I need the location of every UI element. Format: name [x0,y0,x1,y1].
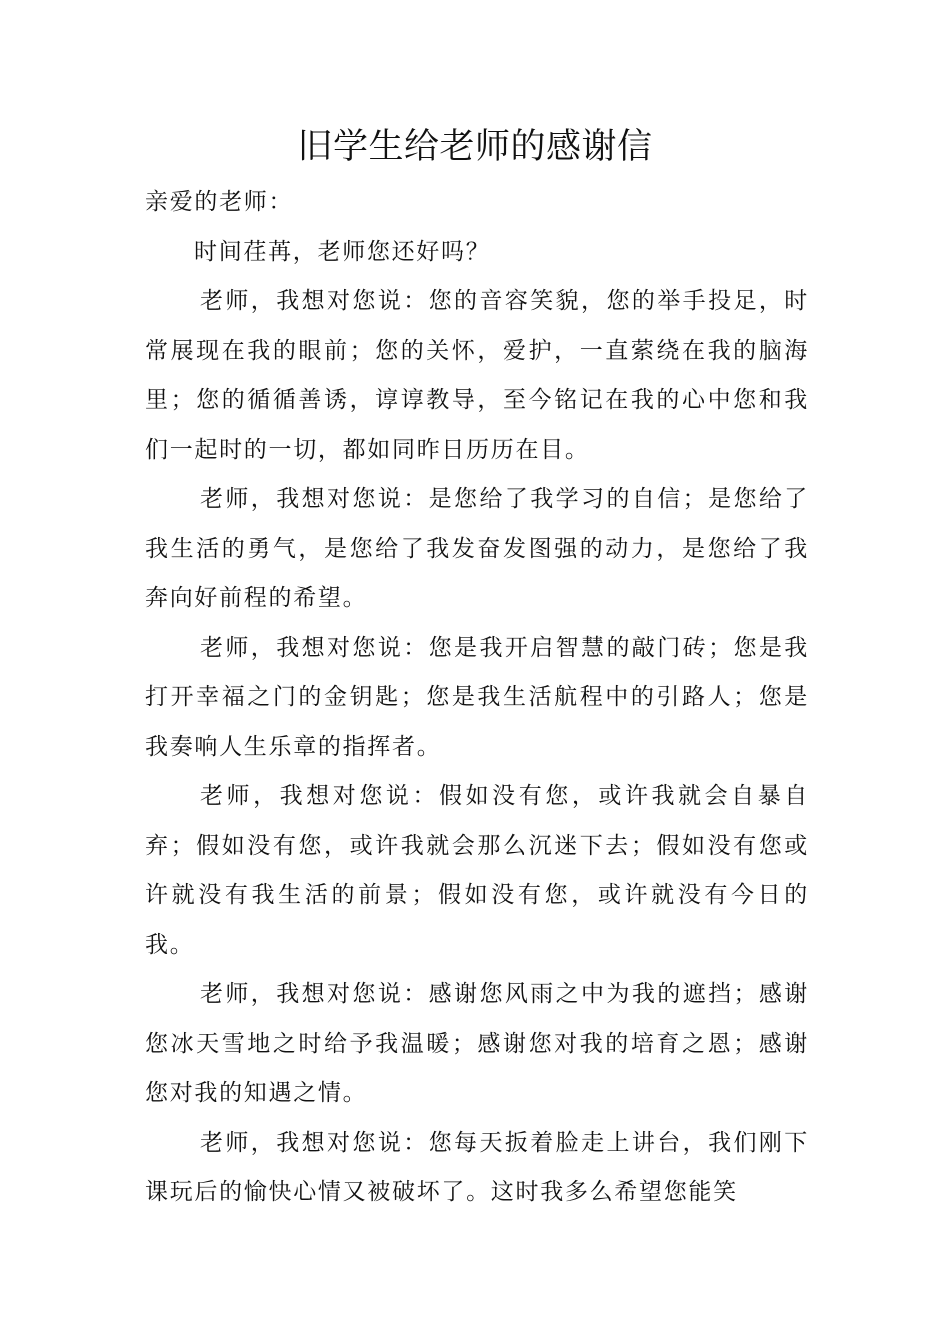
paragraph-1: 时间荏苒，老师您还好吗？ [194,238,491,265]
paragraph-6: 老师，我想对您说：感谢您风雨之中为我的遮挡；感谢您冰天雪地之时给予我温暖；感谢您对我的培育之恩；感谢您对我的知遇之情。 [145,981,809,1106]
salutation: 亲爱的老师： [145,189,294,215]
paragraph-5: 老师，我想对您说：假如没有您，或许我就会自暴自弃；假如没有您，或许我就会那么沉迷下去；假如没有您或许就没有我生活的前景；假如没有您，或许就没有今日的我。 [145,783,809,958]
paragraph-4: 老师，我想对您说：您是我开启智慧的敲门砖；您是我打开幸福之门的金钥匙；您是我生活航程中的引路人；您是我奏响人生乐章的指挥者。 [145,634,809,760]
paragraph-3: 老师，我想对您说：是您给了我学习的自信；是您给了我生活的勇气，是您给了我发奋发图强的动力，是您给了我奔向好前程的希望。 [145,486,809,611]
paragraph-7: 老师，我想对您说：您每天扳着脸走上讲台，我们刚下课玩后的愉快心情又被破坏了。这时我多么希望您能笑 [145,1129,809,1205]
paragraph-2: 老师，我想对您说：您的音容笑貌，您的举手投足，时常展现在我的眼前；您的关怀，爱护，一直萦绕在我的脑海里；您的循循善诱，谆谆教导，至今铭记在我的心中您和我们一起时的一切，都如同昨日历历在目。 [145,288,809,463]
letter-body [145,178,809,1218]
document-title: 旧学生给老师的感谢信 [297,127,653,167]
